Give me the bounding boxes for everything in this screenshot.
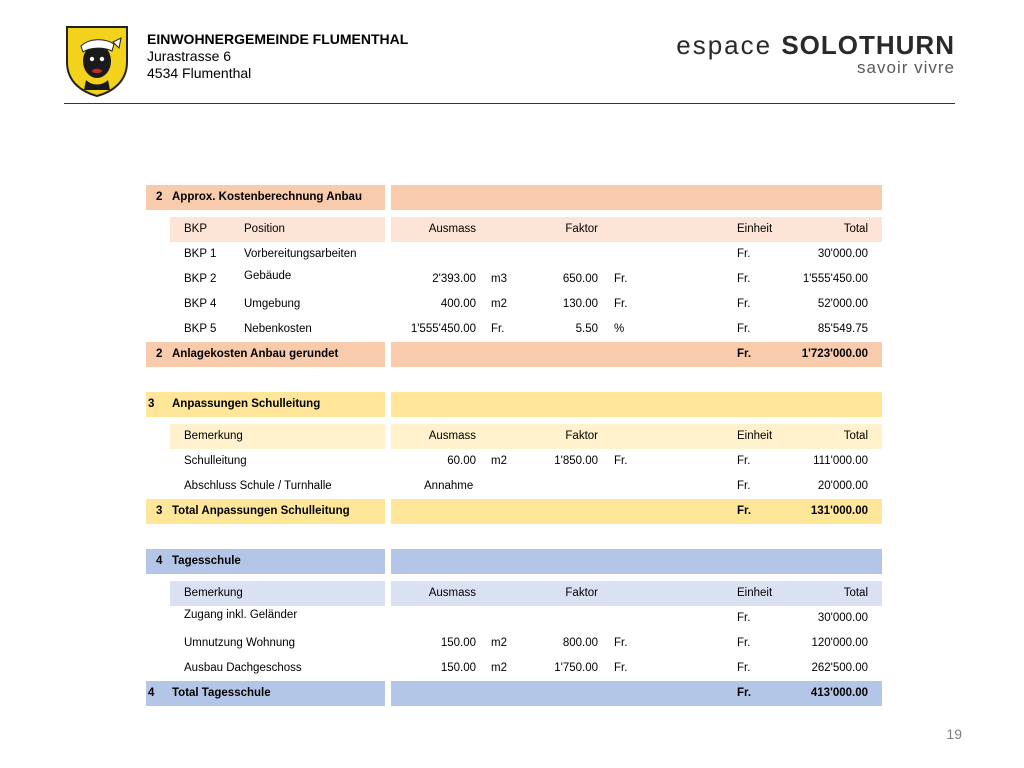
table-row (146, 656, 882, 681)
col-header-faktor: Faktor (565, 587, 598, 599)
section-total-row (146, 499, 882, 524)
brand-tagline: savoir vivre (857, 58, 955, 77)
cell-bkp: BKP 5 (184, 323, 217, 335)
cell-bemerkung: Zugang inkl. Geländer (184, 609, 298, 621)
cell-einheit: Fr. (737, 455, 751, 467)
section-title-row (146, 185, 882, 210)
section-number: 2 (156, 191, 163, 203)
cell-ausmass: 400.00 (440, 298, 476, 310)
total-value: 131'000.00 (810, 505, 868, 517)
cell-total: 111'000.00 (813, 455, 868, 467)
cell-einheit: Fr. (737, 323, 751, 335)
cell-ausmass: 60.00 (447, 455, 476, 467)
total-unit: Fr. (737, 348, 752, 360)
page-number: 19 (946, 726, 962, 742)
header-divider (64, 103, 955, 104)
section-total-row (146, 342, 882, 367)
cell-bkp: BKP 1 (184, 248, 217, 260)
cell-faktor-unit: Fr. (614, 662, 628, 674)
total-band-right (391, 681, 882, 706)
cell-ausmass: Annahme (424, 480, 474, 492)
cell-einheit: Fr. (737, 637, 751, 649)
cell-einheit: Fr. (737, 273, 751, 285)
cell-faktor: 5.50 (575, 323, 598, 335)
column-header-row (146, 424, 882, 449)
total-number: 3 (156, 505, 163, 517)
cell-faktor-unit: Fr. (614, 455, 628, 467)
cell-ausmass: 150.00 (440, 637, 476, 649)
table-row (146, 631, 882, 656)
brand-name-solothurn: SOLOTHURN (781, 30, 955, 60)
cell-ausmass-unit: m2 (491, 662, 507, 674)
section-title-row (146, 392, 882, 417)
col-header-total: Total (843, 587, 868, 599)
cell-faktor-unit: Fr. (614, 273, 628, 285)
section-total-row (146, 681, 882, 706)
total-unit: Fr. (737, 505, 752, 517)
total-value: 413'000.00 (810, 687, 868, 699)
col-header-faktor: Faktor (565, 430, 598, 442)
cell-total: 1'555'450.00 (802, 273, 868, 285)
section-2-table (146, 185, 882, 367)
section-title: Approx. Kostenberechnung Anbau (172, 191, 362, 203)
cell-ausmass-unit: m2 (491, 637, 507, 649)
total-band-right (391, 499, 882, 524)
brand-name-espace: espace (676, 30, 782, 60)
col-header-bemerkung: Bemerkung (184, 430, 243, 442)
brand-logo (676, 30, 955, 78)
cell-ausmass-unit: Fr. (491, 323, 505, 335)
cell-ausmass-unit: m2 (491, 298, 507, 310)
cell-faktor-unit: % (614, 323, 625, 335)
coat-of-arms-logo (64, 24, 130, 98)
col-header-ausmass: Ausmass (428, 587, 476, 599)
cell-total: 120'000.00 (811, 637, 868, 649)
cell-total: 30'000.00 (817, 612, 868, 624)
cell-ausmass: 2'393.00 (432, 273, 476, 285)
cell-position: Nebenkosten (244, 323, 312, 335)
total-label: Total Anpassungen Schulleitung (172, 505, 350, 517)
col-header-einheit: Einheit (737, 587, 773, 599)
section-title-band-right (391, 185, 882, 210)
section-number: 3 (148, 398, 155, 410)
cell-faktor-unit: Fr. (614, 298, 628, 310)
section-title-band-right (391, 549, 882, 574)
table-row (146, 317, 882, 342)
cell-total: 30'000.00 (817, 248, 868, 260)
col-header-einheit: Einheit (737, 430, 773, 442)
cell-bemerkung: Umnutzung Wohnung (184, 637, 296, 649)
col-header-position: Position (244, 223, 285, 235)
table-row (146, 606, 882, 631)
cell-einheit: Fr. (737, 480, 751, 492)
organization-street: Jurastrasse 6 (147, 48, 232, 64)
cell-faktor: 1'850.00 (554, 455, 598, 467)
column-header-row (146, 217, 882, 242)
total-unit: Fr. (737, 687, 752, 699)
cell-bemerkung: Ausbau Dachgeschoss (184, 662, 302, 674)
cell-faktor: 1'750.00 (554, 662, 598, 674)
col-header-bemerkung: Bemerkung (184, 587, 243, 599)
section-number: 4 (156, 555, 163, 567)
cell-bemerkung: Schulleitung (184, 455, 247, 467)
cell-total: 85'549.75 (817, 323, 868, 335)
cell-faktor: 650.00 (562, 273, 598, 285)
cell-position: Gebäude (244, 270, 292, 282)
col-header-einheit: Einheit (737, 223, 773, 235)
total-value: 1'723'000.00 (801, 348, 868, 360)
cell-bemerkung: Abschluss Schule / Turnhalle (184, 480, 332, 492)
cell-ausmass-unit: m2 (491, 455, 507, 467)
col-header-total: Total (843, 223, 868, 235)
cell-ausmass: 150.00 (440, 662, 476, 674)
cell-einheit: Fr. (737, 248, 751, 260)
cell-einheit: Fr. (737, 612, 751, 624)
table-row (146, 292, 882, 317)
cell-bkp: BKP 4 (184, 298, 217, 310)
total-number: 2 (156, 348, 163, 360)
organization-city: 4534 Flumenthal (147, 65, 252, 81)
cell-einheit: Fr. (737, 662, 751, 674)
table-row (146, 267, 882, 292)
cell-bkp: BKP 2 (184, 273, 217, 285)
col-header-ausmass: Ausmass (428, 223, 476, 235)
cell-faktor: 130.00 (562, 298, 598, 310)
cell-total: 52'000.00 (817, 298, 868, 310)
organization-name: EINWOHNERGEMEINDE FLUMENTHAL (147, 31, 409, 47)
section-title-row (146, 549, 882, 574)
organization-address (147, 31, 408, 82)
col-header-bkp: BKP (184, 223, 208, 235)
cell-ausmass: 1'555'450.00 (410, 323, 476, 335)
col-header-ausmass: Ausmass (428, 430, 476, 442)
col-header-faktor: Faktor (565, 223, 598, 235)
section-title-band-right (391, 392, 882, 417)
cell-faktor-unit: Fr. (614, 637, 628, 649)
table-row (146, 449, 882, 474)
col-header-total: Total (843, 430, 868, 442)
section-title: Tagesschule (172, 555, 241, 567)
cell-total: 262'500.00 (811, 662, 868, 674)
table-row (146, 474, 882, 499)
total-label: Total Tagesschule (172, 687, 271, 699)
cell-einheit: Fr. (737, 298, 751, 310)
section-title: Anpassungen Schulleitung (172, 398, 321, 410)
total-label: Anlagekosten Anbau gerundet (172, 348, 339, 360)
section-3-table (146, 392, 882, 524)
cell-ausmass-unit: m3 (491, 273, 507, 285)
total-number: 4 (148, 687, 155, 699)
cell-total: 20'000.00 (817, 480, 868, 492)
section-4-table (146, 549, 882, 706)
cell-position: Vorbereitungsarbeiten (244, 248, 357, 260)
cell-position: Umgebung (244, 298, 301, 310)
cell-faktor: 800.00 (562, 637, 598, 649)
